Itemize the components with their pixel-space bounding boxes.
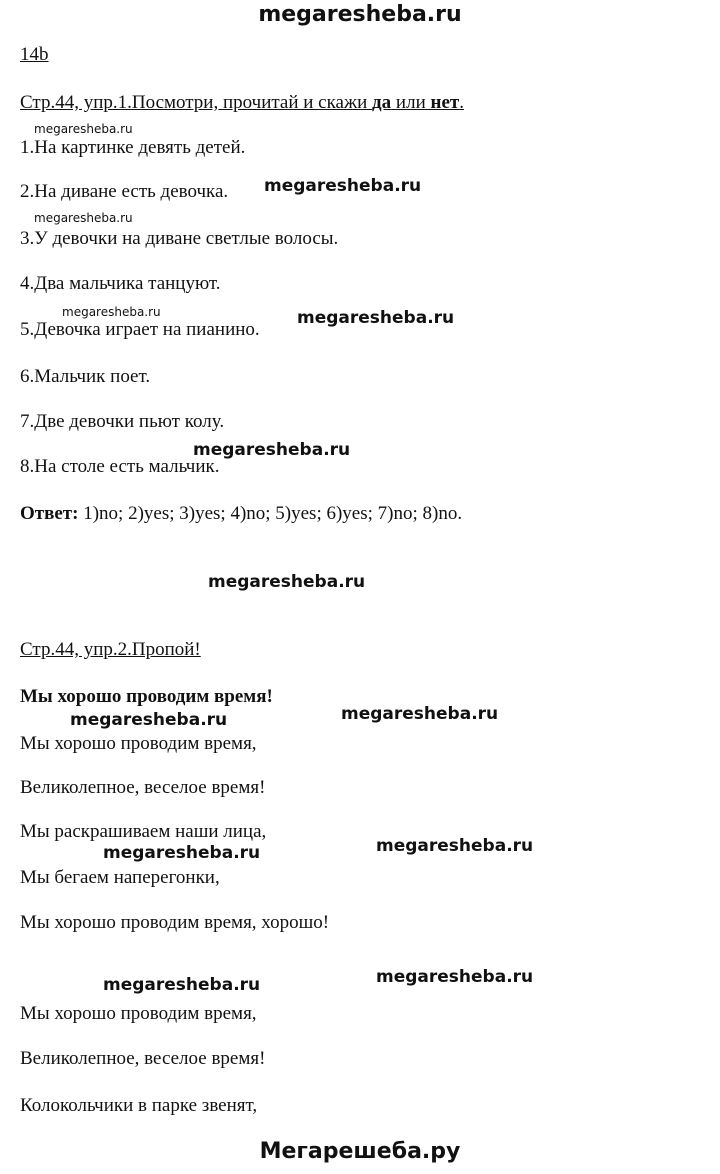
exercise1-heading-end: . xyxy=(459,92,464,113)
exercise1-heading-yes: да xyxy=(372,92,392,113)
answer-text: 1)no; 2)yes; 3)yes; 4)no; 5)yes; 6)yes; 7)no; 8)no. xyxy=(78,503,463,524)
site-footer: Мегарешеба.ру xyxy=(259,1139,461,1164)
site-header: megaresheba.ru xyxy=(258,2,462,27)
exercise2-heading: Стр.44, упр.2.Пропой! xyxy=(20,639,201,660)
exercise1-item: 8.На столе есть мальчик. xyxy=(20,456,220,477)
exercise1-item: 4.Два мальчика танцуют. xyxy=(20,273,221,294)
song-line: Великолепное, веселое время! xyxy=(20,777,266,798)
watermark: megaresheba.ru xyxy=(103,843,261,863)
watermark: megaresheba.ru xyxy=(264,176,422,196)
exercise1-heading-no: нет xyxy=(430,92,460,113)
watermark: megaresheba.ru xyxy=(193,440,351,460)
exercise1-item: 2.На диване есть девочка. xyxy=(20,181,229,202)
watermark: megaresheba.ru xyxy=(297,308,455,328)
song-line: Мы хорошо проводим время, хорошо! xyxy=(20,912,330,933)
exercise1-heading-main: Стр.44, упр.1.Посмотри, прочитай и скажи xyxy=(20,92,373,113)
exercise1-item: 7.Две девочки пьют колу. xyxy=(20,411,225,432)
song-title: Мы хорошо проводим время! xyxy=(20,686,273,707)
song-line: Мы бегаем наперегонки, xyxy=(20,867,220,888)
watermark: megaresheba.ru xyxy=(103,975,261,995)
exercise1-item: 5.Девочка играет на пианино. xyxy=(20,319,260,340)
exercise1-heading-or: или xyxy=(391,92,431,113)
answer-label: Ответ: xyxy=(20,503,79,524)
watermark: megaresheba.ru xyxy=(341,704,499,724)
song-line: Великолепное, веселое время! xyxy=(20,1048,266,1069)
section-label: 14b xyxy=(20,44,49,65)
watermark-small: megaresheba.ru xyxy=(62,305,161,319)
exercise1-item: 6.Мальчик поет. xyxy=(20,366,151,387)
exercise1-heading xyxy=(20,91,464,115)
watermark: megaresheba.ru xyxy=(70,710,228,730)
watermark: megaresheba.ru xyxy=(208,572,366,592)
song-line: Мы хорошо проводим время, xyxy=(20,1003,257,1024)
exercise1-item: 3.У девочки на диване светлые волосы. xyxy=(20,228,339,249)
watermark: megaresheba.ru xyxy=(376,836,534,856)
song-line: Мы раскрашиваем наши лица, xyxy=(20,821,267,842)
exercise1-item: 1.На картинке девять детей. xyxy=(20,137,246,158)
watermark: megaresheba.ru xyxy=(376,967,534,987)
answer-line xyxy=(20,502,462,526)
song-line: Колокольчики в парке звенят, xyxy=(20,1095,258,1116)
watermark-small: megaresheba.ru xyxy=(34,211,133,225)
song-line: Мы хорошо проводим время, xyxy=(20,733,257,754)
watermark-small: megaresheba.ru xyxy=(34,122,133,136)
